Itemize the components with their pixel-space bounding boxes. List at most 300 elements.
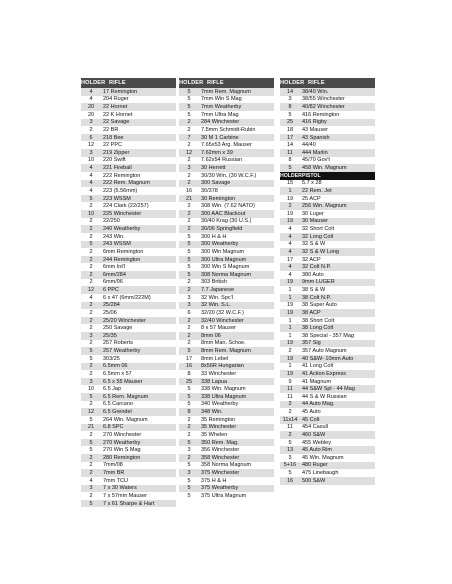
holder-number: 3	[187, 302, 191, 309]
holder-number: 3	[89, 485, 93, 492]
holder-number: 2	[89, 233, 93, 240]
cartridge-name: 25/284	[103, 302, 120, 309]
holder-number: 5	[288, 470, 292, 477]
table-row	[81, 324, 176, 332]
holder-number: 5	[187, 271, 191, 278]
holder-number: 2	[89, 370, 93, 377]
table-row	[280, 195, 375, 203]
cartridge-name: 6.8 SPC	[103, 424, 124, 431]
cartridge-name: 6mm/06	[103, 279, 123, 286]
holder-number: 2	[187, 142, 191, 149]
table-row	[280, 355, 375, 363]
holder-number: 5	[288, 165, 292, 172]
holder-number: 2	[187, 218, 191, 225]
table-row	[280, 317, 375, 325]
holder-number: 3	[187, 165, 191, 172]
table-row	[179, 492, 274, 500]
table-row	[81, 88, 176, 96]
cartridge-name: 356 Winchester	[201, 447, 240, 454]
holder-number: 5	[187, 264, 191, 271]
cartridge-name: 243 Win.	[103, 233, 125, 240]
table-row	[280, 347, 375, 355]
holder-number: 2	[89, 363, 93, 370]
cartridge-name: 416 Remington	[302, 111, 340, 118]
cartridge-name: 460 S&W	[302, 431, 326, 438]
holder-number: 5	[187, 401, 191, 408]
cartridge-name: 7mm/08	[103, 462, 123, 469]
cartridge-name: 458 Win. Magnum	[302, 165, 347, 172]
cartridge-name: 7.62mm x 39	[201, 149, 233, 156]
table-row	[280, 446, 375, 454]
table-row	[81, 294, 176, 302]
cartridge-name: 7 x 57mm Mauser	[103, 492, 148, 499]
cartridge-name: 38 Long Colt	[302, 325, 334, 332]
cartridge-name: 44 S&W Spl - 44 Mag	[302, 386, 355, 393]
cartridge-name: 5.7 x 28	[302, 180, 322, 187]
cartridge-name: 380 Auto	[302, 271, 324, 278]
cartridge-name: 40 S&W- 10mm Auto	[302, 355, 354, 362]
table-row	[280, 225, 375, 233]
holder-number: 2	[89, 309, 93, 316]
holder-number: 2	[288, 348, 292, 355]
holder-number: 2	[89, 325, 93, 332]
holder-number: 2	[187, 454, 191, 461]
table-row	[81, 424, 176, 432]
table-row	[179, 164, 274, 172]
cartridge-name: 8x56R Hungarian	[201, 363, 244, 370]
table-row	[280, 324, 375, 332]
cartridge-name: 300 H & H	[201, 233, 227, 240]
holder-number: 2	[89, 218, 93, 225]
cartridge-name: 300 Savage	[201, 180, 231, 187]
table-row	[280, 202, 375, 210]
holder-number: 2	[187, 119, 191, 126]
column-3	[280, 78, 375, 485]
cartridge-name: 43 Spanish	[302, 134, 330, 141]
table-row	[179, 393, 274, 401]
table-row	[81, 492, 176, 500]
holder-number: 20	[87, 111, 95, 118]
cartridge-name: 45 Colt	[302, 416, 320, 423]
holder-number: 2	[187, 431, 191, 438]
column-header	[81, 78, 176, 88]
table-row	[179, 218, 274, 226]
holder-number: 19	[286, 218, 294, 225]
table-row	[280, 378, 375, 386]
table-row	[81, 385, 176, 393]
holder-number: 5	[89, 348, 93, 355]
table-row	[179, 408, 274, 416]
cartridge-name: 8 x 57 Mauser	[201, 325, 236, 332]
cartridge-name: 280 Remington	[103, 454, 141, 461]
cartridge-name: 257 Weatherby	[103, 348, 141, 355]
table-row	[81, 408, 176, 416]
cartridge-name: 257 Roberts	[103, 340, 133, 347]
table-row	[280, 126, 375, 134]
holder-number: 4	[89, 165, 93, 172]
cartridge-name: 308 Win. (7.62 NATO)	[201, 203, 255, 210]
cartridge-name: 6mm/284	[103, 271, 126, 278]
holder-header: HOLDER	[81, 80, 106, 86]
holder-number: 12	[87, 409, 95, 416]
table-row	[179, 180, 274, 188]
cartridge-name: 7.62x54 Russian	[201, 157, 242, 164]
holder-number: 5	[187, 386, 191, 393]
table-row	[81, 462, 176, 470]
holder-number: 1	[288, 187, 292, 194]
cartridge-name: 308 Norma Magnum	[201, 271, 252, 278]
column-1	[81, 78, 176, 507]
holder-number: 17	[286, 256, 294, 263]
holder-number: 3	[187, 294, 191, 301]
table-row	[179, 172, 274, 180]
table-row	[81, 202, 176, 210]
holder-number: 4	[89, 88, 93, 95]
holder-number: 2	[187, 416, 191, 423]
table-row	[81, 416, 176, 424]
holder-number: 8	[288, 104, 292, 111]
table-row	[280, 424, 375, 432]
table-row	[280, 363, 375, 371]
holder-number: 2	[187, 126, 191, 133]
holder-number: 18	[286, 126, 294, 133]
cartridge-name: 6 PPC	[103, 287, 119, 294]
cartridge-name: 38 Special - 357 Mag	[302, 332, 354, 339]
holder-number: 2	[187, 340, 191, 347]
table-row	[179, 355, 274, 363]
holder-number: 2	[89, 279, 93, 286]
table-row	[280, 309, 375, 317]
cartridge-name: 22 K Hornet	[103, 111, 133, 118]
holder-number: 10	[87, 157, 95, 164]
holder-number: 5	[187, 104, 191, 111]
cartridge-name: 30 M 1 Carbine	[201, 134, 239, 141]
row-list	[179, 88, 274, 500]
holder-number: 3	[89, 119, 93, 126]
table-row	[280, 248, 375, 256]
table-row	[81, 340, 176, 348]
table-row	[280, 416, 375, 424]
cartridge-name: 416 Rigby	[302, 119, 327, 126]
table-row	[81, 241, 176, 249]
cartridge-name: 338 Ultra Magnum	[201, 393, 247, 400]
holder-number: 2	[89, 271, 93, 278]
table-row	[179, 134, 274, 142]
table-row	[280, 263, 375, 271]
cartridge-name: 303 British	[201, 279, 227, 286]
holder-number: 17	[185, 355, 193, 362]
table-row	[81, 111, 176, 119]
table-row	[179, 256, 274, 264]
cartridge-name: 7mm Ultra Mag	[201, 111, 239, 118]
table-row	[280, 439, 375, 447]
holder-number: 2	[187, 157, 191, 164]
table-row	[81, 256, 176, 264]
holder-number: 8	[187, 370, 191, 377]
table-row	[81, 149, 176, 157]
cartridge-name: 32 Colt N.P.	[302, 264, 331, 271]
holder-number: 5	[89, 355, 93, 362]
row-list	[280, 88, 375, 485]
cartridge-name: 41 Action Express	[302, 370, 347, 377]
cartridge-name: 338 Lapua	[201, 378, 227, 385]
holder-number: 19	[286, 210, 294, 217]
holder-number: 11	[287, 149, 293, 156]
table-row	[81, 96, 176, 104]
holder-number: 6	[89, 134, 93, 141]
table-row	[179, 416, 274, 424]
cartridge-name: 35 Remington	[201, 416, 236, 423]
holder-number: 2	[89, 126, 93, 133]
cartridge-name: 22 BR	[103, 126, 119, 133]
cartridge-name: 300 Weatherby	[201, 241, 239, 248]
table-row	[179, 385, 274, 393]
cartridge-name: 264 Win. Magnum	[103, 416, 148, 423]
holder-number: 2	[89, 431, 93, 438]
cartridge-name: 9mm LUGER	[302, 279, 335, 286]
table-row	[280, 271, 375, 279]
table-row	[280, 431, 375, 439]
holder-number: 5	[89, 241, 93, 248]
holder-number: 2	[187, 180, 191, 187]
table-row	[280, 401, 375, 409]
holder-number: 5	[187, 393, 191, 400]
holder-number: 25	[286, 119, 294, 126]
table-row	[280, 385, 375, 393]
rifle-header: RIFLE	[109, 80, 126, 86]
cartridge-name: 338 Win. Magnum	[201, 386, 246, 393]
table-row	[81, 141, 176, 149]
table-row	[81, 172, 176, 180]
cartridge-name: 32 S & W	[302, 241, 326, 248]
cartridge-name: 219 Zipper	[103, 149, 130, 156]
table-row	[81, 477, 176, 485]
table-row	[179, 119, 274, 127]
holder-number: 7	[187, 134, 191, 141]
rifle-header: RIFLE	[207, 80, 224, 86]
table-row	[81, 317, 176, 325]
holder-number: 5	[187, 348, 191, 355]
table-row	[179, 401, 274, 409]
holder-number: 5	[187, 233, 191, 240]
cartridge-name: 358 Norma Magnum	[201, 462, 252, 469]
cartridge-name: 30 Remington	[201, 195, 236, 202]
holder-number: 4	[89, 294, 93, 301]
table-row	[179, 378, 274, 386]
pistol-subheader	[280, 172, 375, 180]
cartridge-name: 244 Remington	[103, 256, 141, 263]
table-row	[280, 469, 375, 477]
cartridge-name: 6mm Int'l	[103, 264, 126, 271]
cartridge-name: 6.5 x 55 Mauser	[103, 378, 143, 385]
table-row	[280, 141, 375, 149]
cartridge-name: 22 PPC	[103, 142, 122, 149]
cartridge-name: 358 Winchester	[201, 454, 240, 461]
table-row	[179, 210, 274, 218]
table-row	[81, 119, 176, 127]
cartridge-name: 8mm Man. Schoe.	[201, 340, 246, 347]
cartridge-name: 43 Mauser	[302, 126, 328, 133]
table-row	[179, 241, 274, 249]
table-row	[179, 149, 274, 157]
table-row	[280, 340, 375, 348]
holder-number: 1	[288, 294, 292, 301]
holder-number: 5	[187, 96, 191, 103]
holder-number: 19	[286, 302, 294, 309]
cartridge-name: 7.5mm Schmidt-Rubin	[201, 126, 256, 133]
holder-number: 4	[288, 241, 292, 248]
holder-number: 5	[89, 447, 93, 454]
table-row	[81, 134, 176, 142]
table-row	[81, 469, 176, 477]
holder-number: 5	[187, 462, 191, 469]
cartridge-name: 222 Rem. Magnum	[103, 180, 150, 187]
table-row	[280, 187, 375, 195]
holder-number: 2	[187, 287, 191, 294]
table-row	[81, 271, 176, 279]
rifle-header: RIFLE	[308, 80, 325, 86]
cartridge-name: 220 Swift	[103, 157, 126, 164]
holder-number: 15	[286, 180, 294, 187]
cartridge-name: 7 x 30 Waters	[103, 485, 137, 492]
holder-number: 10	[87, 386, 95, 393]
holder-number: 2	[288, 409, 292, 416]
holder-number: 4	[288, 248, 292, 255]
cartridge-name: 32/20 (32 W.C.F.)	[201, 309, 244, 316]
table-row	[179, 340, 274, 348]
cartridge-name: 25 ACP	[302, 195, 321, 202]
cartridge-name: 44 Auto Mag.	[302, 401, 335, 408]
holder-number: 19	[286, 279, 294, 286]
holder-number: 3	[288, 454, 292, 461]
cartridge-name: 222 Remington	[103, 172, 141, 179]
holder-number: 5	[187, 439, 191, 446]
table-row	[179, 431, 274, 439]
cartridge-name: 35 Whelen	[201, 431, 228, 438]
cartridge-name: 8mm Lebel	[201, 355, 229, 362]
holder-number: 2	[89, 226, 93, 233]
cartridge-name: 6.5 Rem. Magnum	[103, 393, 149, 400]
holder-number: 2	[288, 401, 292, 408]
cartridge-name: 7 x 61 Sharpe & Hart	[103, 500, 155, 507]
cartridge-name: 375 Winchester	[201, 470, 240, 477]
holder-number: 2	[89, 470, 93, 477]
holder-number: 2	[187, 226, 191, 233]
table-row	[81, 309, 176, 317]
holder-number: 4	[288, 264, 292, 271]
holder-number: 2	[89, 401, 93, 408]
holder-number: 1	[288, 332, 292, 339]
table-row	[81, 263, 176, 271]
holder-header: HOLDER	[179, 80, 204, 86]
table-row	[179, 103, 274, 111]
cartridge-name: 30 Luger	[302, 210, 324, 217]
cartridge-name: 32 ACP	[302, 256, 321, 263]
holder-number: 13	[286, 447, 294, 454]
holder-number: 21	[87, 424, 95, 431]
holder-number: 5	[89, 500, 93, 507]
table-row	[179, 370, 274, 378]
table-row	[81, 286, 176, 294]
table-row	[280, 134, 375, 142]
holder-number: 2	[187, 325, 191, 332]
holder-number: 3	[89, 149, 93, 156]
cartridge-name: 455 Webley	[302, 439, 331, 446]
cartridge-name: 223 (5.56mm)	[103, 187, 138, 194]
table-row	[81, 363, 176, 371]
table-row	[280, 332, 375, 340]
column-2	[179, 78, 274, 500]
table-row	[179, 286, 274, 294]
cartridge-name: 300 Win S Magnum	[201, 264, 250, 271]
row-list	[81, 88, 176, 507]
cartridge-name: 32 Win. Spc'l	[201, 294, 233, 301]
table-row	[280, 462, 375, 470]
table-row	[81, 103, 176, 111]
table-row	[81, 180, 176, 188]
table-row	[280, 302, 375, 310]
table-row	[280, 119, 375, 127]
holder-header: HOLDER	[280, 80, 305, 86]
table-row	[179, 248, 274, 256]
table-row	[81, 218, 176, 226]
table-row	[179, 347, 274, 355]
holder-number: 9	[288, 378, 292, 385]
table-row	[179, 271, 274, 279]
table-row	[179, 454, 274, 462]
holder-number: 19	[286, 195, 294, 202]
table-row	[81, 195, 176, 203]
cartridge-name: 30/30 Win. (30 W.C.F.)	[201, 172, 257, 179]
cartridge-name: 17 Remington	[103, 88, 138, 95]
holder-number: 5	[89, 439, 93, 446]
table-row	[280, 111, 375, 119]
cartridge-name: 22 Hornet	[103, 104, 128, 111]
holder-number: 5	[89, 416, 93, 423]
holder-number: 8	[288, 157, 292, 164]
cartridge-name: 7.7 Japanese	[201, 287, 235, 294]
column-header	[280, 78, 375, 88]
holder-number: 2	[89, 302, 93, 309]
table-row	[179, 324, 274, 332]
table-row	[81, 225, 176, 233]
holder-number: 2	[187, 332, 191, 339]
holder-number: 19	[286, 355, 294, 362]
table-row	[179, 96, 274, 104]
cartridge-name: 357 Auto Magnum	[302, 348, 347, 355]
holder-number: 16	[185, 363, 193, 370]
table-row	[280, 241, 375, 249]
table-row	[179, 446, 274, 454]
holder-number: 2	[288, 203, 292, 210]
cartridge-name: 25/20 Winchester	[103, 317, 146, 324]
cartridge-name: 44 S & W Russian	[302, 393, 347, 400]
table-row	[81, 378, 176, 386]
holder-number: 5	[187, 477, 191, 484]
holder-number: 2	[187, 203, 191, 210]
table-row	[81, 355, 176, 363]
cartridge-name: 30 Mauser	[302, 218, 328, 225]
cartridge-name: 6.5 Jap	[103, 386, 122, 393]
holder-number: 4	[288, 233, 292, 240]
holder-number: 2	[89, 264, 93, 271]
holder-number: 2	[89, 492, 93, 499]
cartridge-name: 7.65x53 Arg. Mauser	[201, 142, 252, 149]
cartridge-name: 6.5mm 06	[103, 363, 128, 370]
cartridge-name: 22 Savage	[103, 119, 130, 126]
holder-number: 5	[89, 195, 93, 202]
cartridge-name: 270 Winchester	[103, 431, 142, 438]
